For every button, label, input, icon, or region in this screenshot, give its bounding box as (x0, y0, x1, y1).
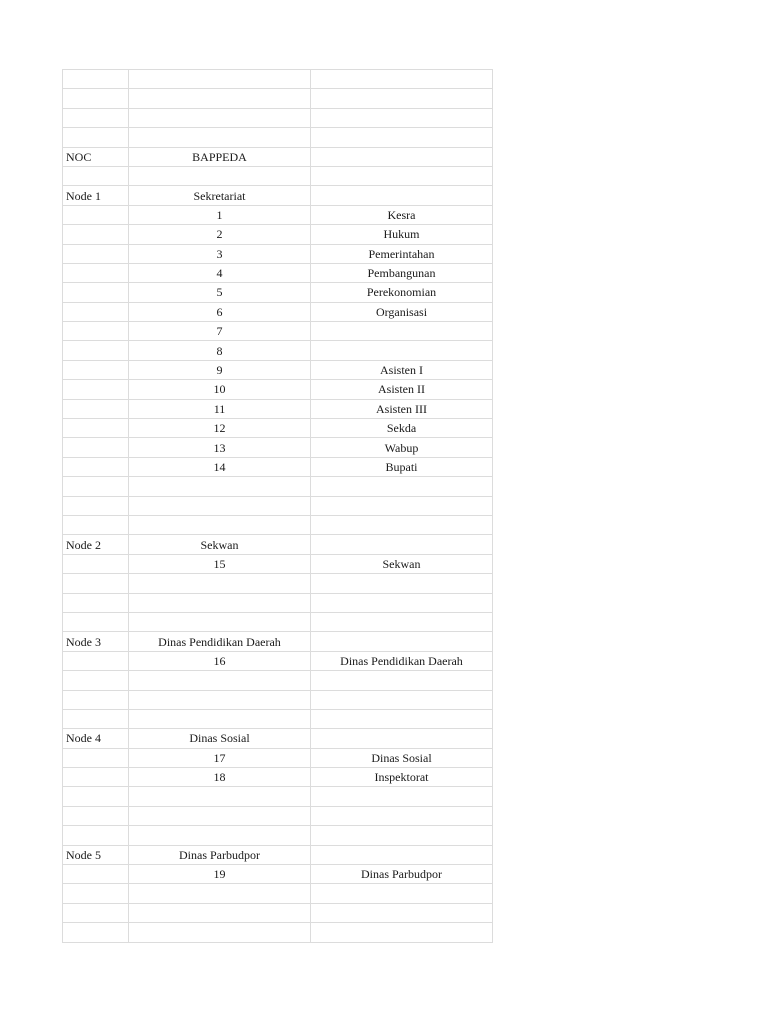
unit-cell (129, 574, 311, 593)
node-cell (63, 651, 129, 670)
table-row (63, 128, 493, 147)
office-cell (311, 166, 493, 185)
table-row (63, 263, 493, 282)
table-row (63, 457, 493, 476)
table-row (63, 283, 493, 302)
table-row (63, 419, 493, 438)
table-row (63, 768, 493, 787)
node-cell (63, 496, 129, 515)
node-cell (63, 244, 129, 263)
node-cell: Node 5 (63, 845, 129, 864)
node-cell (63, 360, 129, 379)
office-cell (311, 322, 493, 341)
table-row (63, 865, 493, 884)
node-cell (63, 593, 129, 612)
office-cell (311, 806, 493, 825)
unit-cell (129, 923, 311, 942)
office-cell: Pembangunan (311, 263, 493, 282)
unit-cell: 18 (129, 768, 311, 787)
office-cell (311, 574, 493, 593)
office-cell (311, 632, 493, 651)
node-cell: Node 1 (63, 186, 129, 205)
spreadsheet-body (63, 70, 493, 943)
table-row (63, 89, 493, 108)
unit-cell (129, 903, 311, 922)
unit-cell (129, 806, 311, 825)
table-row (63, 477, 493, 496)
table-row (63, 302, 493, 321)
office-cell (311, 787, 493, 806)
node-cell: Node 4 (63, 729, 129, 748)
office-cell: Sekwan (311, 554, 493, 573)
unit-cell (129, 70, 311, 89)
unit-cell: 10 (129, 380, 311, 399)
node-cell (63, 399, 129, 418)
unit-cell (129, 690, 311, 709)
unit-cell: 12 (129, 419, 311, 438)
table-row (63, 186, 493, 205)
spreadsheet-table (62, 69, 493, 943)
table-row (63, 244, 493, 263)
node-cell (63, 225, 129, 244)
node-cell: Node 2 (63, 535, 129, 554)
node-cell (63, 166, 129, 185)
office-cell (311, 923, 493, 942)
node-cell (63, 477, 129, 496)
office-cell (311, 515, 493, 534)
unit-cell: 13 (129, 438, 311, 457)
unit-cell: 19 (129, 865, 311, 884)
unit-cell: Dinas Pendidikan Daerah (129, 632, 311, 651)
node-cell: NOC (63, 147, 129, 166)
unit-cell: 17 (129, 748, 311, 767)
node-cell (63, 748, 129, 767)
node-cell (63, 419, 129, 438)
unit-cell (129, 593, 311, 612)
office-cell (311, 108, 493, 127)
node-cell (63, 263, 129, 282)
unit-cell: 11 (129, 399, 311, 418)
office-cell (311, 186, 493, 205)
node-cell (63, 205, 129, 224)
table-row (63, 341, 493, 360)
unit-cell: 4 (129, 263, 311, 282)
unit-cell (129, 826, 311, 845)
office-cell: Dinas Sosial (311, 748, 493, 767)
office-cell: Organisasi (311, 302, 493, 321)
office-cell: Perekonomian (311, 283, 493, 302)
table-row (63, 806, 493, 825)
node-cell (63, 903, 129, 922)
node-cell (63, 283, 129, 302)
node-cell (63, 826, 129, 845)
office-cell: Dinas Parbudpor (311, 865, 493, 884)
node-cell (63, 574, 129, 593)
table-row (63, 108, 493, 127)
table-row (63, 399, 493, 418)
table-row (63, 612, 493, 631)
table-row (63, 496, 493, 515)
office-cell (311, 671, 493, 690)
node-cell (63, 709, 129, 728)
unit-cell (129, 884, 311, 903)
node-cell (63, 515, 129, 534)
office-cell (311, 709, 493, 728)
office-cell (311, 496, 493, 515)
table-row (63, 903, 493, 922)
node-cell (63, 128, 129, 147)
unit-cell: 9 (129, 360, 311, 379)
node-cell (63, 690, 129, 709)
office-cell: Asisten II (311, 380, 493, 399)
unit-cell (129, 477, 311, 496)
node-cell (63, 438, 129, 457)
office-cell (311, 593, 493, 612)
table-row (63, 360, 493, 379)
office-cell: Hukum (311, 225, 493, 244)
unit-cell (129, 108, 311, 127)
office-cell: Asisten I (311, 360, 493, 379)
office-cell (311, 89, 493, 108)
office-cell: Asisten III (311, 399, 493, 418)
unit-cell: 14 (129, 457, 311, 476)
office-cell: Sekda (311, 419, 493, 438)
node-cell (63, 302, 129, 321)
table-row (63, 845, 493, 864)
node-cell (63, 923, 129, 942)
node-cell (63, 612, 129, 631)
node-cell (63, 671, 129, 690)
office-cell (311, 70, 493, 89)
table-row (63, 515, 493, 534)
office-cell (311, 341, 493, 360)
unit-cell: 6 (129, 302, 311, 321)
node-cell: Node 3 (63, 632, 129, 651)
unit-cell: 3 (129, 244, 311, 263)
unit-cell: 15 (129, 554, 311, 573)
node-cell (63, 806, 129, 825)
unit-cell: 7 (129, 322, 311, 341)
unit-cell: 16 (129, 651, 311, 670)
office-cell: Inspektorat (311, 768, 493, 787)
node-cell (63, 865, 129, 884)
office-cell: Pemerintahan (311, 244, 493, 263)
table-row (63, 593, 493, 612)
unit-cell (129, 496, 311, 515)
office-cell (311, 535, 493, 554)
unit-cell: 5 (129, 283, 311, 302)
table-row (63, 709, 493, 728)
table-row (63, 225, 493, 244)
table-row (63, 690, 493, 709)
unit-cell: Dinas Sosial (129, 729, 311, 748)
table-row (63, 651, 493, 670)
node-cell (63, 70, 129, 89)
table-row (63, 826, 493, 845)
node-cell (63, 341, 129, 360)
unit-cell: Sekretariat (129, 186, 311, 205)
unit-cell (129, 166, 311, 185)
node-cell (63, 108, 129, 127)
table-row (63, 923, 493, 942)
node-cell (63, 768, 129, 787)
office-cell (311, 690, 493, 709)
unit-cell (129, 709, 311, 728)
node-cell (63, 554, 129, 573)
unit-cell (129, 128, 311, 147)
unit-cell (129, 671, 311, 690)
office-cell: Bupati (311, 457, 493, 476)
table-row (63, 554, 493, 573)
office-cell (311, 612, 493, 631)
office-cell: Dinas Pendidikan Daerah (311, 651, 493, 670)
office-cell (311, 903, 493, 922)
table-row (63, 380, 493, 399)
table-row (63, 166, 493, 185)
table-row (63, 748, 493, 767)
unit-cell: 2 (129, 225, 311, 244)
office-cell (311, 147, 493, 166)
unit-cell: 1 (129, 205, 311, 224)
node-cell (63, 322, 129, 341)
office-cell (311, 826, 493, 845)
office-cell: Wabup (311, 438, 493, 457)
table-row (63, 574, 493, 593)
office-cell (311, 128, 493, 147)
table-row (63, 729, 493, 748)
table-row (63, 322, 493, 341)
unit-cell (129, 787, 311, 806)
office-cell (311, 845, 493, 864)
table-row (63, 535, 493, 554)
table-row (63, 787, 493, 806)
node-cell (63, 380, 129, 399)
node-cell (63, 89, 129, 108)
node-cell (63, 457, 129, 476)
office-cell (311, 729, 493, 748)
unit-cell (129, 89, 311, 108)
unit-cell: Dinas Parbudpor (129, 845, 311, 864)
table-row (63, 70, 493, 89)
table-row (63, 147, 493, 166)
table-row (63, 205, 493, 224)
office-cell: Kesra (311, 205, 493, 224)
table-row (63, 884, 493, 903)
node-cell (63, 884, 129, 903)
table-row (63, 632, 493, 651)
unit-cell: 8 (129, 341, 311, 360)
unit-cell (129, 515, 311, 534)
office-cell (311, 884, 493, 903)
unit-cell: BAPPEDA (129, 147, 311, 166)
table-row (63, 671, 493, 690)
unit-cell: Sekwan (129, 535, 311, 554)
office-cell (311, 477, 493, 496)
table-row (63, 438, 493, 457)
node-cell (63, 787, 129, 806)
unit-cell (129, 612, 311, 631)
